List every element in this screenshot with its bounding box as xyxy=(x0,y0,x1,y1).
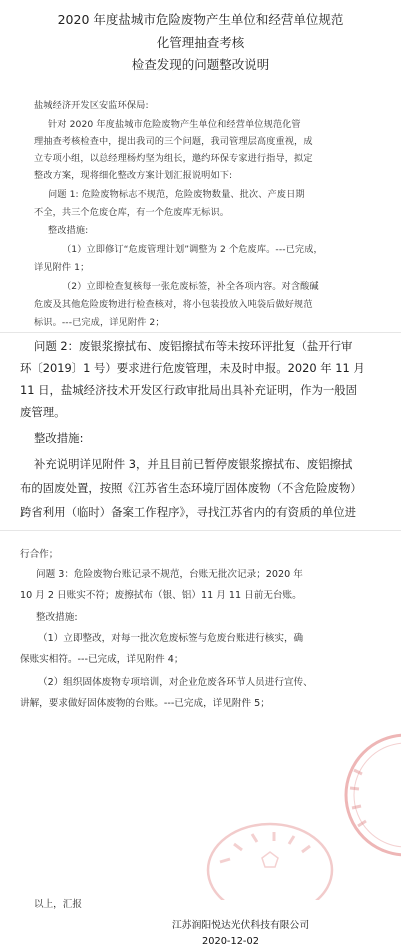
intro-line: 立专项小组，以总经理杨灼坚为组长，邀约环保专家进行指导，拟定 xyxy=(34,153,313,164)
question-3-measure-2-line: （2）组织固体废物专项培训，对企业危废各环节人员进行宣传、 xyxy=(38,677,313,688)
continuation-line: 行合作； xyxy=(20,549,59,560)
measure-1-line: （1）立即修订“危废管理计划”调整为 2 个危废库。---已完成， xyxy=(62,244,323,255)
closing-remark: 以上，汇报 xyxy=(34,899,82,910)
addressee: 盐城经济开发区安监环保局: xyxy=(34,100,149,111)
question-3-line: 问题 3：危险废物台账记录不规范，台账无批次记录；2020 年 xyxy=(36,569,303,580)
document-title-line-1: 2020 年度盐城市危险废物产生单位和经营单位规范 xyxy=(57,12,344,27)
measures-label: 整改措施: xyxy=(34,431,84,445)
question-2-measure-line: 跨省利用（临时）备案工作程序》，寻找江苏省内的有资质的单位进 xyxy=(20,505,357,519)
question-3-measure-1-line: 保账实相符。---已完成，详见附件 4； xyxy=(20,654,184,665)
intro-line: 理抽查考核检查中，提出我司的三个问题，我司管理层高度重视，成 xyxy=(34,136,313,147)
measures-label: 整改措施: xyxy=(36,612,78,623)
page-splice-divider xyxy=(0,332,401,333)
question-2-measure-line: 补充说明详见附件 3，并且目前已暂停废银浆擦拭布、废铝擦拭 xyxy=(34,457,353,471)
page-splice-divider xyxy=(0,530,401,531)
intro-line: 针对 2020 年度盐城市危险废物产生单位和经营单位规范化管 xyxy=(48,119,301,130)
official-seal-edge-icon xyxy=(336,730,401,860)
company-signature: 江苏润阳悦达光伏科技有限公司 xyxy=(172,920,310,931)
question-1-line: 问题 1: 危险废物标志不规范，危险废物数量、批次、产废日期 xyxy=(48,189,305,200)
question-3-measure-1-line: （1）立即整改，对每一批次危废标签与危废台账进行核实，确 xyxy=(38,633,304,644)
measures-label: 整改措施: xyxy=(48,225,89,236)
question-3-line: 10 月 2 日账实不符；废擦拭布（银、铝）11 月 11 日前无台账。 xyxy=(20,590,302,601)
question-2-measure-line: 布的固废处置，按照《江苏省生态环境厅固体废物（不含危险废物） xyxy=(20,481,362,495)
question-2-line: 环〔2019〕1 号）要求进行危废管理，未及时申报。2020 年 11 月 xyxy=(20,361,365,375)
company-seal-icon xyxy=(200,800,340,900)
measure-1-line: 详见附件 1； xyxy=(34,262,90,273)
question-2-line: 11 日，盐城经济技术开发区行政审批局出具补充证明，作为一般固 xyxy=(20,383,358,397)
document-title-line-2: 化管理抽查考核 xyxy=(156,35,245,50)
question-1-line: 不全，共三个危废仓库，有一个危废库无标识。 xyxy=(34,207,230,218)
measure-2-line: （2）立即检查复核每一张危废标签，补全各项内容。对含酸碱 xyxy=(62,281,319,292)
measure-2-line: 危废及其他危险废物进行检查核对，将小包装投放入吨袋后做好规范 xyxy=(34,299,313,310)
intro-line: 整改方案，现将细化整改方案计划汇报说明如下: xyxy=(34,170,233,181)
signature-date: 2020-12-02 xyxy=(202,936,259,947)
document-title-line-3: 检查发现的问题整改说明 xyxy=(131,57,270,72)
measure-2-line: 标识。---已完成，详见附件 2； xyxy=(34,317,165,328)
question-2-line: 废管理。 xyxy=(20,405,66,419)
question-3-measure-2-line: 讲解，要求做好固体废物的台账。---已完成，详见附件 5； xyxy=(20,698,270,709)
question-2-line: 问题 2：废银浆擦拭布、废铝擦拭布等未按环评批复（盐开行审 xyxy=(34,339,353,353)
